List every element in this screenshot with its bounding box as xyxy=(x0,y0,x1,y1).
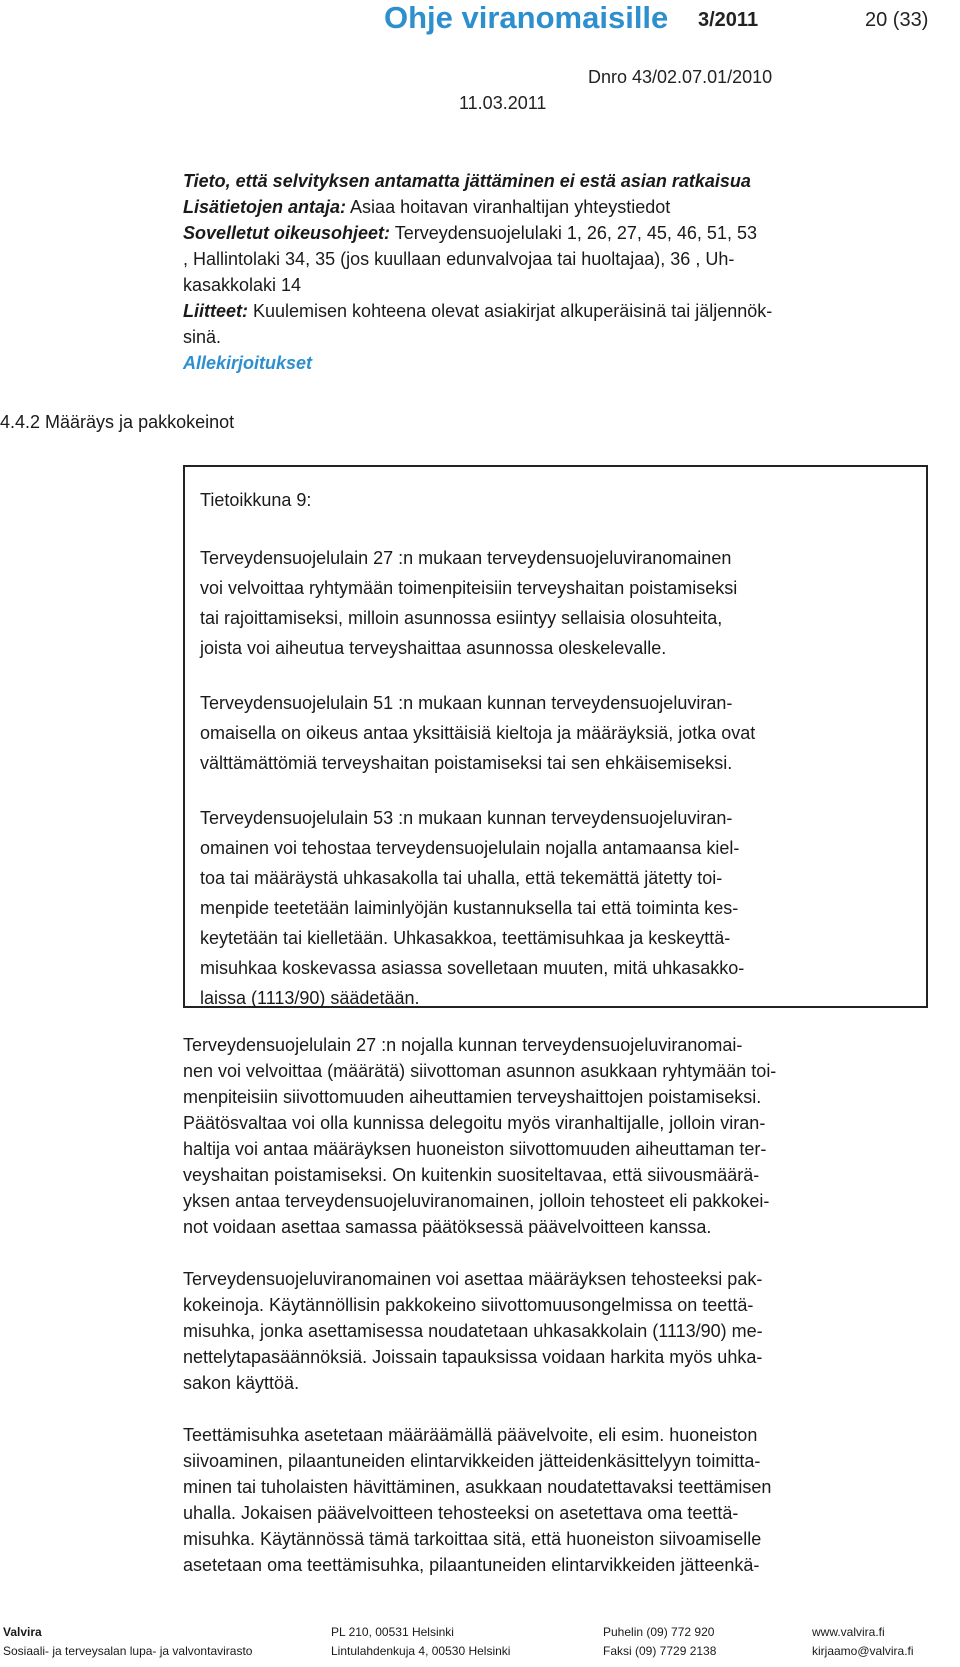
text-line: keytetään tai kielletään. Uhkasakkoa, teettämisuhkaa ja keskeyttä- xyxy=(200,928,731,948)
info-paragraph-3 xyxy=(200,803,912,1013)
footer-org-name: Valvira xyxy=(3,1625,42,1639)
law-value-2: , Hallintolaki 34, 35 (jos kuullaan edunvalvojaa tai huoltajaa), 36 , Uh- xyxy=(183,249,735,269)
text-line: toa tai määräystä uhkasakolla tai uhalla, että tekemättä jätetty toi- xyxy=(200,868,723,888)
text-line: Terveydensuojeluviranomainen voi asettaa määräyksen tehosteeksi pak- xyxy=(183,1269,763,1289)
body-paragraph-1 xyxy=(183,1032,948,1240)
text-line: nen voi velvoittaa (määrätä) siivottoman asunnon asukkaan ryhtymään toi- xyxy=(183,1061,777,1081)
info-paragraph-1 xyxy=(200,543,912,663)
footer-phone xyxy=(603,1623,716,1661)
signatures-heading: Allekirjoitukset xyxy=(183,353,313,373)
meta-line-law-2 xyxy=(183,246,948,272)
text-line: Terveydensuojelulain 53 :n mukaan kunnan terveydensuojeluviran- xyxy=(200,808,733,828)
text-line: voi velvoittaa ryhtymään toimenpiteisiin terveyshaitan poistamiseksi xyxy=(200,578,738,598)
text-line: misuhkaa koskevassa asiassa sovelletaan muuten, mitä uhkasakko- xyxy=(200,958,745,978)
footer-street: Lintulahdenkuja 4, 00530 Helsinki xyxy=(331,1644,511,1658)
text-line: Päätösvaltaa voi olla kunnissa delegoitu myös viranhaltijalle, jolloin viran- xyxy=(183,1113,766,1133)
text-line: Teettämisuhka asetetaan määräämällä päävelvoite, eli esim. huoneiston xyxy=(183,1425,758,1445)
text-line: Terveydensuojelulain 27 :n nojalla kunnan terveydensuojeluviranomai- xyxy=(183,1035,743,1055)
meta-line-attachments xyxy=(183,298,948,324)
text-line: yksen antaa terveydensuojeluviranomainen, jolloin tehosteet eli pakkokei- xyxy=(183,1191,770,1211)
attachments-label: Liitteet: xyxy=(183,301,248,321)
footer-phone-number: Puhelin (09) 772 920 xyxy=(603,1625,715,1639)
text-line: omainen voi tehostaa terveydensuojelulain nojalla antamaansa kiel- xyxy=(200,838,740,858)
text-line: uhalla. Jokaisen päävelvoitteen tehosteeksi on asetettava oma teettä- xyxy=(183,1503,739,1523)
text-line: veyshaitan poistamiseksi. On kuitenkin suositeltavaa, että siivousmäärä- xyxy=(183,1165,760,1185)
info-giver-value: Asiaa hoitavan viranhaltijan yhteystiedot xyxy=(346,197,671,217)
text-line: joista voi aiheutua terveyshaittaa asunnossa oleskelevalle. xyxy=(200,638,667,658)
text-line: sakon käyttöä. xyxy=(183,1373,300,1393)
meta-line-info-giver xyxy=(183,194,948,220)
section-heading: 4.4.2 Määräys ja pakkokeinot xyxy=(0,412,235,432)
body-text xyxy=(183,1032,948,1578)
info-window-title: Tietoikkuna 9: xyxy=(200,490,312,510)
text-line: misuhka, jonka asettamisessa noudatetaan uhkasakkolain (1113/90) me- xyxy=(183,1321,763,1341)
attachments-value-2: sinä. xyxy=(183,327,222,347)
footer-web xyxy=(812,1623,914,1661)
footer-website: www.valvira.fi xyxy=(812,1625,885,1639)
law-value-3: kasakkolaki 14 xyxy=(183,275,302,295)
issue-number: 3/2011 xyxy=(698,9,759,31)
resolution-note: Tieto, että selvityksen antamatta jättäminen ei estä asian ratkaisua xyxy=(183,171,751,191)
decision-meta xyxy=(183,168,948,376)
text-line: tai rajoittamiseksi, milloin asunnossa esiintyy sellaisia olosuhteita, xyxy=(200,608,723,628)
text-line: asetetaan oma teettämisuhka, pilaantuneiden elintarvikkeiden jätteenkä- xyxy=(183,1555,760,1575)
footer-address xyxy=(331,1623,510,1661)
text-line: misuhka. Käytännössä tämä tarkoittaa sitä, että huoneiston siivoamiselle xyxy=(183,1529,762,1549)
text-line: Terveydensuojelulain 27 :n mukaan terveydensuojeluviranomainen xyxy=(200,548,732,568)
law-label: Sovelletut oikeusohjeet: xyxy=(183,223,391,243)
meta-line-law-3 xyxy=(183,272,948,298)
text-line: siivoaminen, pilaantuneiden elintarvikkeiden jätteidenkäsittelyyn toimitta- xyxy=(183,1451,761,1471)
info-paragraph-2 xyxy=(200,688,912,778)
record-number: Dnro 43/02.07.01/2010 xyxy=(588,67,773,87)
footer-org xyxy=(3,1623,252,1661)
footer-po-box: PL 210, 00531 Helsinki xyxy=(331,1625,454,1639)
text-line: omaisella on oikeus antaa yksittäisiä kieltoja ja määräyksiä, jotka ovat xyxy=(200,723,756,743)
footer-org-full-name: Sosiaali- ja terveysalan lupa- ja valvontavirasto xyxy=(3,1644,253,1658)
footer-fax-number: Faksi (09) 7729 2138 xyxy=(603,1644,717,1658)
text-line: not voidaan asettaa samassa päätöksessä päävelvoitteen kanssa. xyxy=(183,1217,712,1237)
document-date: 11.03.2011 xyxy=(459,93,547,113)
page-number: 20 (33) xyxy=(865,9,929,31)
text-line: haltija voi antaa määräyksen huoneiston siivottomuuden aiheuttaman ter- xyxy=(183,1139,767,1159)
document-title: Ohje viranomaisille xyxy=(384,0,669,35)
law-value-1: Terveydensuojelulaki 1, 26, 27, 45, 46, 51, 53 xyxy=(390,223,757,243)
text-line: minen tai tuholaisten hävittäminen, asukkaan noudatettavaksi teettämisen xyxy=(183,1477,772,1497)
text-line: nettelytapasäännöksiä. Joissain tapauksissa voidaan harkita myös uhka- xyxy=(183,1347,763,1367)
info-window xyxy=(183,465,928,1008)
text-line: kokeinoja. Käytännöllisin pakkokeino siivottomuusongelmissa on teettä- xyxy=(183,1295,754,1315)
attachments-value-1: Kuulemisen kohteena olevat asiakirjat alkuperäisinä tai jäljennök- xyxy=(248,301,773,321)
text-line: laissa (1113/90) säädetään. xyxy=(200,988,420,1008)
meta-line-law xyxy=(183,220,948,246)
info-giver-label: Lisätietojen antaja: xyxy=(183,197,347,217)
body-paragraph-3 xyxy=(183,1422,948,1578)
text-line: menpide teetetään laiminlyöjän kustannuksella tai että toiminta kes- xyxy=(200,898,739,918)
meta-line-attachments-2 xyxy=(183,324,948,350)
text-line: välttämättömiä terveyshaitan poistamiseksi tai sen ehkäisemiseksi. xyxy=(200,753,733,773)
meta-line-resolution xyxy=(183,168,948,194)
text-line: Terveydensuojelulain 51 :n mukaan kunnan terveydensuojeluviran- xyxy=(200,693,733,713)
footer-email: kirjaamo@valvira.fi xyxy=(812,1644,914,1658)
body-paragraph-2 xyxy=(183,1266,948,1396)
text-line: menpiteisiin siivottomuuden aiheuttamien terveyshaittojen poistamiseksi. xyxy=(183,1087,762,1107)
meta-line-signatures xyxy=(183,350,948,376)
